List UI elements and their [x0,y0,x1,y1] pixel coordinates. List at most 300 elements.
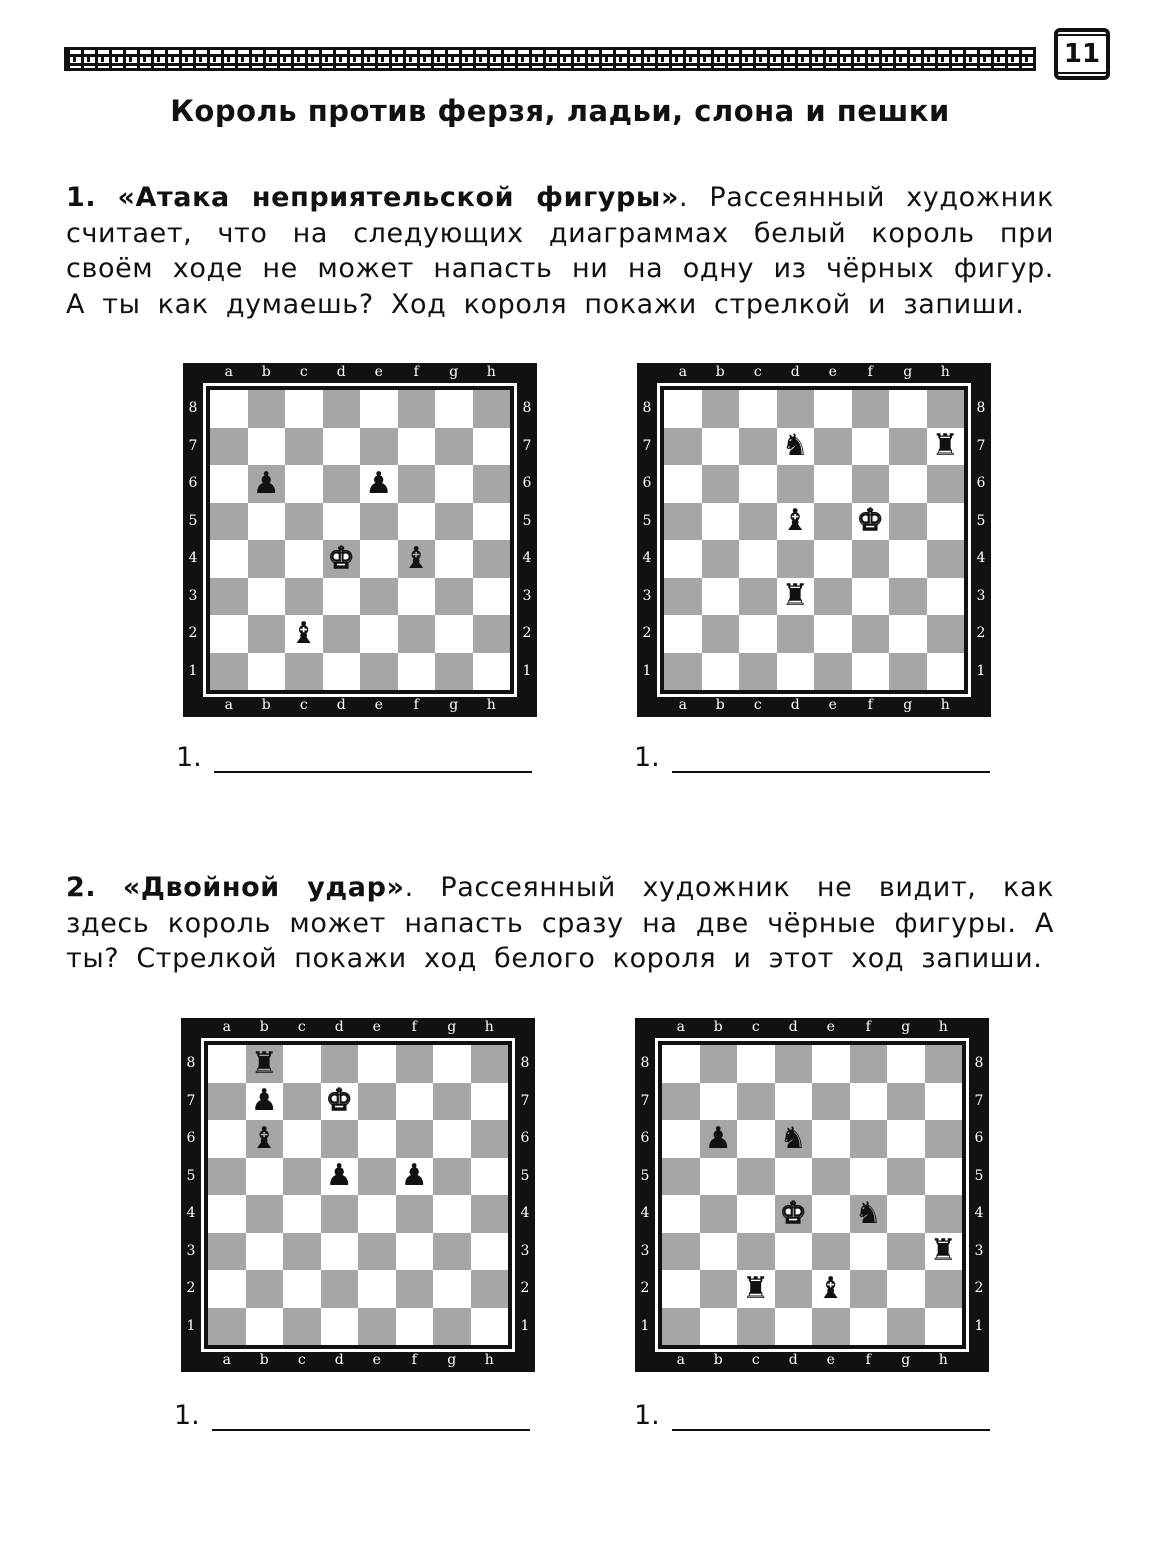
square-b4[interactable] [246,1195,284,1233]
square-d7[interactable] [775,1083,813,1121]
square-f3[interactable] [398,578,436,616]
square-d5[interactable] [321,1158,359,1196]
square-g8[interactable] [889,390,927,428]
square-e4[interactable] [814,540,852,578]
square-h8[interactable] [471,1045,509,1083]
file-label-d: d [790,364,800,380]
square-b4[interactable] [702,540,740,578]
square-g7[interactable] [433,1083,471,1121]
square-h1[interactable] [473,653,511,691]
square-d3[interactable] [777,578,815,616]
square-d8[interactable] [321,1045,359,1083]
square-b1[interactable] [700,1308,738,1346]
square-h5[interactable] [927,503,965,541]
square-a8[interactable] [662,1045,700,1083]
square-g5[interactable] [889,503,927,541]
square-a4[interactable] [208,1195,246,1233]
square-b6[interactable] [246,1120,284,1158]
square-a2[interactable] [208,1270,246,1308]
square-g5[interactable] [433,1158,471,1196]
square-g4[interactable] [433,1195,471,1233]
square-b1[interactable] [248,653,286,691]
square-a5[interactable] [664,503,702,541]
square-d7[interactable] [777,428,815,466]
square-e8[interactable] [812,1045,850,1083]
square-h4[interactable] [925,1195,963,1233]
square-e7[interactable] [812,1083,850,1121]
square-b2[interactable] [700,1270,738,1308]
square-b7[interactable] [248,428,286,466]
square-f8[interactable] [396,1045,434,1083]
square-d8[interactable] [323,390,361,428]
square-f8[interactable] [852,390,890,428]
square-b8[interactable] [246,1045,284,1083]
task-2-name: «Двойной удар» [122,872,405,903]
square-c7[interactable] [739,428,777,466]
square-c1[interactable] [285,653,323,691]
square-d6[interactable] [777,465,815,503]
square-h1[interactable] [471,1308,509,1346]
square-h2[interactable] [471,1270,509,1308]
square-a3[interactable] [662,1233,700,1271]
square-a7[interactable] [210,428,248,466]
square-d3[interactable] [321,1233,359,1271]
square-h1[interactable] [925,1308,963,1346]
rank-label-2: 2 [188,625,198,641]
square-c6[interactable] [739,465,777,503]
square-b3[interactable] [246,1233,284,1271]
square-f7[interactable] [850,1083,888,1121]
square-d6[interactable] [775,1120,813,1158]
square-c4[interactable] [285,540,323,578]
square-h3[interactable] [925,1233,963,1271]
square-d4[interactable] [775,1195,813,1233]
white-king-icon[interactable]: ♚ [327,540,355,576]
square-h4[interactable] [473,540,511,578]
square-b8[interactable] [248,390,286,428]
square-e8[interactable] [360,390,398,428]
square-f2[interactable] [398,615,436,653]
square-f5[interactable] [852,503,890,541]
square-h7[interactable] [927,428,965,466]
black-pawn-icon[interactable]: ♟ [325,1158,353,1194]
square-c3[interactable] [739,578,777,616]
square-e6[interactable] [358,1120,396,1158]
square-d8[interactable] [777,390,815,428]
square-b1[interactable] [246,1308,284,1346]
square-f8[interactable] [398,390,436,428]
square-e6[interactable] [812,1120,850,1158]
square-g1[interactable] [889,653,927,691]
square-d4[interactable] [777,540,815,578]
rank-label-3: 3 [976,587,986,604]
square-e8[interactable] [358,1045,396,1083]
square-b7[interactable] [702,428,740,466]
square-f6[interactable] [398,465,436,503]
square-f1[interactable] [852,653,890,691]
black-rook-icon[interactable]: ♜ [781,578,809,614]
square-h5[interactable] [925,1158,963,1196]
square-d1[interactable] [321,1308,359,1346]
square-g2[interactable] [435,615,473,653]
square-h6[interactable] [925,1120,963,1158]
square-b3[interactable] [702,578,740,616]
square-f2[interactable] [850,1270,888,1308]
square-d1[interactable] [777,653,815,691]
square-e6[interactable] [814,465,852,503]
square-d5[interactable] [777,503,815,541]
square-f4[interactable] [852,540,890,578]
square-g2[interactable] [889,615,927,653]
square-g1[interactable] [433,1308,471,1346]
square-b7[interactable] [700,1083,738,1121]
square-h2[interactable] [473,615,511,653]
square-e7[interactable] [360,428,398,466]
square-a6[interactable] [664,465,702,503]
square-f3[interactable] [850,1233,888,1271]
answer-blank[interactable] [672,1405,990,1431]
black-knight-icon[interactable]: ♞ [781,428,809,464]
square-g3[interactable] [889,578,927,616]
white-king-icon[interactable]: ♚ [779,1195,807,1231]
square-c6[interactable] [285,465,323,503]
square-c5[interactable] [737,1158,775,1196]
square-a8[interactable] [210,390,248,428]
square-e2[interactable] [358,1270,396,1308]
square-g5[interactable] [887,1158,925,1196]
answer-blank[interactable] [212,1405,530,1431]
square-a7[interactable] [208,1083,246,1121]
file-label-c: c [751,1352,760,1368]
square-b5[interactable] [702,503,740,541]
square-c1[interactable] [739,653,777,691]
square-c4[interactable] [739,540,777,578]
square-d1[interactable] [323,653,361,691]
square-g1[interactable] [887,1308,925,1346]
square-b5[interactable] [248,503,286,541]
square-h6[interactable] [927,465,965,503]
square-h6[interactable] [471,1120,509,1158]
square-b3[interactable] [700,1233,738,1271]
black-pawn-icon[interactable]: ♟ [365,465,393,501]
black-bishop-icon[interactable]: ♝ [781,503,809,539]
answer-label: 1. [174,1400,200,1431]
square-b6[interactable] [702,465,740,503]
square-d7[interactable] [323,428,361,466]
square-e4[interactable] [358,1195,396,1233]
square-a8[interactable] [664,390,702,428]
black-rook-icon[interactable]: ♜ [250,1045,278,1081]
square-e2[interactable] [812,1270,850,1308]
square-a4[interactable] [210,540,248,578]
black-rook-icon[interactable]: ♜ [742,1270,770,1306]
square-d4[interactable] [323,540,361,578]
square-f7[interactable] [852,428,890,466]
file-label-d: d [790,697,800,713]
square-d6[interactable] [321,1120,359,1158]
square-h1[interactable] [927,653,965,691]
square-c8[interactable] [283,1045,321,1083]
black-pawn-icon[interactable]: ♟ [252,465,280,501]
rank-label-4: 4 [642,550,652,566]
square-b5[interactable] [246,1158,284,1196]
square-g7[interactable] [887,1083,925,1121]
square-c1[interactable] [737,1308,775,1346]
rank-label-8: 8 [642,400,652,416]
square-f4[interactable] [396,1195,434,1233]
square-a5[interactable] [208,1158,246,1196]
square-c2[interactable] [737,1270,775,1308]
square-g4[interactable] [889,540,927,578]
square-f3[interactable] [396,1233,434,1271]
square-e1[interactable] [814,653,852,691]
square-a1[interactable] [208,1308,246,1346]
square-e2[interactable] [360,615,398,653]
square-a3[interactable] [210,578,248,616]
square-f1[interactable] [398,653,436,691]
square-a6[interactable] [210,465,248,503]
square-b1[interactable] [702,653,740,691]
square-e5[interactable] [360,503,398,541]
square-e3[interactable] [812,1233,850,1271]
square-e8[interactable] [814,390,852,428]
square-f7[interactable] [396,1083,434,1121]
square-h2[interactable] [925,1270,963,1308]
square-d6[interactable] [323,465,361,503]
square-a5[interactable] [210,503,248,541]
square-h8[interactable] [925,1045,963,1083]
square-g3[interactable] [887,1233,925,1271]
square-c2[interactable] [283,1270,321,1308]
square-d8[interactable] [775,1045,813,1083]
square-d1[interactable] [775,1308,813,1346]
square-f6[interactable] [852,465,890,503]
square-b6[interactable] [248,465,286,503]
black-knight-icon[interactable]: ♞ [779,1120,807,1156]
black-bishop-icon[interactable]: ♝ [402,540,430,576]
square-h7[interactable] [925,1083,963,1121]
square-c7[interactable] [285,428,323,466]
white-king-icon[interactable]: ♚ [856,503,884,539]
square-g4[interactable] [435,540,473,578]
square-e7[interactable] [358,1083,396,1121]
square-f5[interactable] [398,503,436,541]
square-f2[interactable] [852,615,890,653]
square-a1[interactable] [664,653,702,691]
square-c3[interactable] [737,1233,775,1271]
square-h2[interactable] [927,615,965,653]
square-f7[interactable] [398,428,436,466]
square-c6[interactable] [737,1120,775,1158]
square-d5[interactable] [775,1158,813,1196]
square-e2[interactable] [814,615,852,653]
square-f4[interactable] [850,1195,888,1233]
square-a3[interactable] [664,578,702,616]
square-c3[interactable] [283,1233,321,1271]
square-c3[interactable] [285,578,323,616]
black-bishop-icon[interactable]: ♝ [250,1120,278,1156]
square-e5[interactable] [358,1158,396,1196]
square-c7[interactable] [283,1083,321,1121]
black-rook-icon[interactable]: ♜ [929,1233,957,1269]
square-h7[interactable] [473,428,511,466]
square-b4[interactable] [248,540,286,578]
black-knight-icon[interactable]: ♞ [854,1195,882,1231]
square-g3[interactable] [435,578,473,616]
square-a2[interactable] [210,615,248,653]
square-b2[interactable] [702,615,740,653]
square-g7[interactable] [435,428,473,466]
square-b2[interactable] [248,615,286,653]
square-h4[interactable] [471,1195,509,1233]
square-g6[interactable] [433,1120,471,1158]
square-h3[interactable] [471,1233,509,1271]
black-rook-icon[interactable]: ♜ [931,428,959,464]
square-c8[interactable] [739,390,777,428]
square-d2[interactable] [323,615,361,653]
square-e3[interactable] [360,578,398,616]
square-c1[interactable] [283,1308,321,1346]
square-a6[interactable] [208,1120,246,1158]
square-e5[interactable] [812,1158,850,1196]
square-c7[interactable] [737,1083,775,1121]
square-g8[interactable] [433,1045,471,1083]
square-e3[interactable] [814,578,852,616]
square-c4[interactable] [737,1195,775,1233]
square-d7[interactable] [321,1083,359,1121]
square-b8[interactable] [702,390,740,428]
square-a4[interactable] [664,540,702,578]
square-c8[interactable] [737,1045,775,1083]
square-b3[interactable] [248,578,286,616]
square-a7[interactable] [662,1083,700,1121]
rank-label-4: 4 [188,550,198,566]
answer-line-1a[interactable] [176,742,532,773]
square-b4[interactable] [700,1195,738,1233]
square-f1[interactable] [850,1308,888,1346]
square-f8[interactable] [850,1045,888,1083]
square-a1[interactable] [662,1308,700,1346]
square-a4[interactable] [662,1195,700,1233]
square-g8[interactable] [435,390,473,428]
square-g6[interactable] [887,1120,925,1158]
square-d2[interactable] [777,615,815,653]
square-f1[interactable] [396,1308,434,1346]
black-bishop-icon[interactable]: ♝ [817,1270,845,1306]
square-a5[interactable] [662,1158,700,1196]
square-a2[interactable] [662,1270,700,1308]
square-b8[interactable] [700,1045,738,1083]
square-a8[interactable] [208,1045,246,1083]
square-h8[interactable] [927,390,965,428]
white-king-icon[interactable]: ♚ [325,1083,353,1119]
square-f5[interactable] [850,1158,888,1196]
square-g4[interactable] [887,1195,925,1233]
square-e4[interactable] [812,1195,850,1233]
black-pawn-icon[interactable]: ♟ [400,1158,428,1194]
square-g7[interactable] [889,428,927,466]
square-h7[interactable] [471,1083,509,1121]
square-e5[interactable] [814,503,852,541]
square-c5[interactable] [739,503,777,541]
square-a6[interactable] [662,1120,700,1158]
rank-label-2: 2 [642,625,652,641]
square-h8[interactable] [473,390,511,428]
square-c2[interactable] [739,615,777,653]
square-f3[interactable] [852,578,890,616]
square-f4[interactable] [398,540,436,578]
square-e6[interactable] [360,465,398,503]
answer-blank[interactable] [214,747,532,773]
square-b5[interactable] [700,1158,738,1196]
square-a1[interactable] [210,653,248,691]
square-c6[interactable] [283,1120,321,1158]
square-f6[interactable] [850,1120,888,1158]
square-c2[interactable] [285,615,323,653]
square-h3[interactable] [473,578,511,616]
square-d2[interactable] [321,1270,359,1308]
square-e3[interactable] [358,1233,396,1271]
square-b6[interactable] [700,1120,738,1158]
answer-blank[interactable] [672,747,990,773]
square-g8[interactable] [887,1045,925,1083]
square-d5[interactable] [323,503,361,541]
square-a2[interactable] [664,615,702,653]
square-b2[interactable] [246,1270,284,1308]
square-c4[interactable] [283,1195,321,1233]
black-bishop-icon[interactable]: ♝ [290,615,318,651]
answer-line-2b[interactable] [634,1400,990,1431]
square-g3[interactable] [433,1233,471,1271]
square-h5[interactable] [471,1158,509,1196]
square-e1[interactable] [358,1308,396,1346]
square-b7[interactable] [246,1083,284,1121]
square-g5[interactable] [435,503,473,541]
square-g2[interactable] [433,1270,471,1308]
square-g1[interactable] [435,653,473,691]
square-g6[interactable] [435,465,473,503]
square-h4[interactable] [927,540,965,578]
square-f6[interactable] [396,1120,434,1158]
answer-line-1b[interactable] [634,742,990,773]
square-e1[interactable] [812,1308,850,1346]
answer-line-2a[interactable] [174,1400,530,1431]
square-d3[interactable] [775,1233,813,1271]
square-d2[interactable] [775,1270,813,1308]
square-f2[interactable] [396,1270,434,1308]
square-e7[interactable] [814,428,852,466]
square-f5[interactable] [396,1158,434,1196]
square-e4[interactable] [360,540,398,578]
black-pawn-icon[interactable]: ♟ [704,1120,732,1156]
square-g2[interactable] [887,1270,925,1308]
square-h3[interactable] [927,578,965,616]
square-g6[interactable] [889,465,927,503]
square-d4[interactable] [321,1195,359,1233]
square-d3[interactable] [323,578,361,616]
square-a7[interactable] [664,428,702,466]
square-c8[interactable] [285,390,323,428]
square-c5[interactable] [285,503,323,541]
rank-label-8: 8 [976,400,986,416]
black-pawn-icon[interactable]: ♟ [250,1083,278,1119]
square-h5[interactable] [473,503,511,541]
square-a3[interactable] [208,1233,246,1271]
square-h6[interactable] [473,465,511,503]
file-label-d: d [788,1352,798,1368]
square-c5[interactable] [283,1158,321,1196]
square-e1[interactable] [360,653,398,691]
